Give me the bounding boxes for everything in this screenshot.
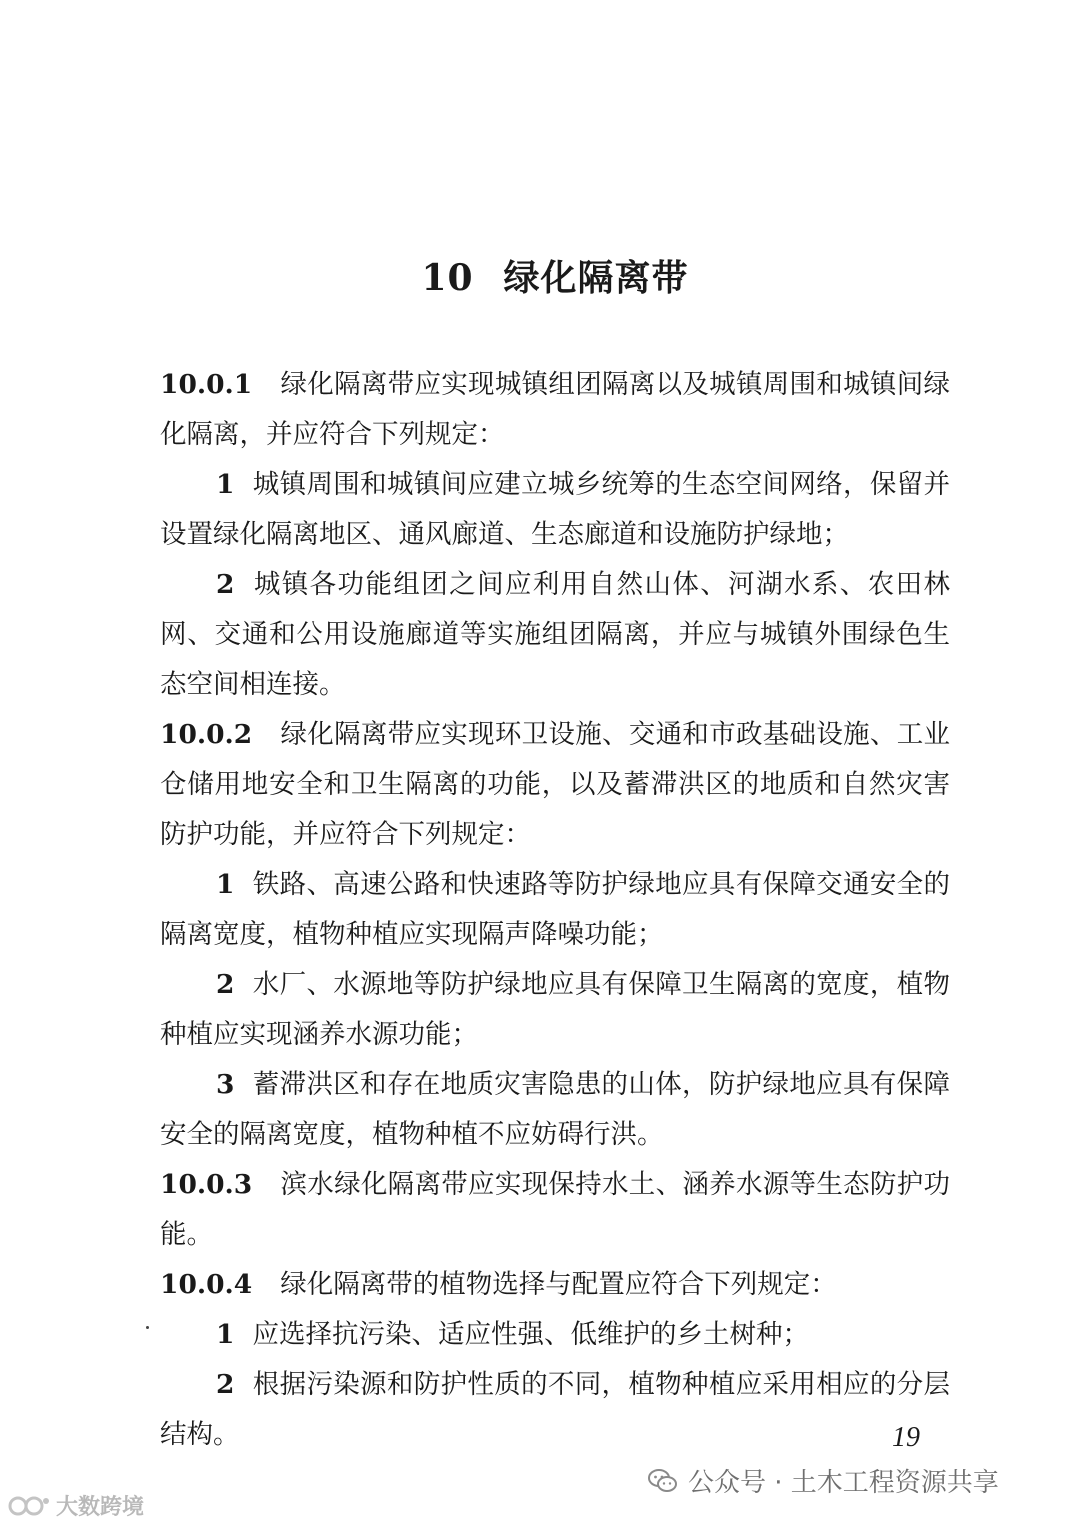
item-number: 1 xyxy=(216,1319,235,1350)
clause-item xyxy=(160,1310,950,1360)
item-text: 应选择抗污染、适应性强、低维护的乡土树种； xyxy=(252,1319,809,1350)
item-text: 根据污染源和防护性质的不同，植物种植应采用相应的分层结构。 xyxy=(160,1369,950,1450)
item-number: 2 xyxy=(216,1369,235,1400)
clause-10-0-4 xyxy=(160,1260,950,1310)
item-text: 水厂、水源地等防护绿地应具有保障卫生隔离的宽度，植物种植应实现涵养水源功能； xyxy=(160,969,950,1050)
clause-10-0-1 xyxy=(160,360,950,460)
item-text: 蓄滞洪区和存在地质灾害隐患的山体，防护绿地应具有保障安全的隔离宽度，植物种植不应妨碍行洪。 xyxy=(160,1069,950,1150)
clause-item xyxy=(160,960,950,1060)
scan-speck xyxy=(146,1326,149,1329)
clause-text: 滨水绿化隔离带应实现保持水土、涵养水源等生态防护功能。 xyxy=(160,1169,950,1250)
clause-text: 绿化隔离带的植物选择与配置应符合下列规定： xyxy=(280,1269,837,1300)
chapter-title xyxy=(0,250,1080,301)
item-text: 城镇各功能组团之间应利用自然山体、河湖水系、农田林网、交通和公用设施廊道等实施组团隔离，并应与城镇外围绿色生态空间相连接。 xyxy=(160,569,950,700)
clause-number: 10.0.1 xyxy=(160,369,253,400)
watermark-brand xyxy=(8,1490,144,1521)
clause-10-0-3 xyxy=(160,1160,950,1260)
chapter-number: 10 xyxy=(421,257,474,299)
clause-item xyxy=(160,1360,950,1460)
clause-text: 绿化隔离带应实现城镇组团隔离以及城镇周围和城镇间绿化隔离，并应符合下列规定： xyxy=(160,369,950,450)
wechat-icon xyxy=(648,1468,678,1494)
item-number: 2 xyxy=(216,569,235,600)
clause-item xyxy=(160,560,950,710)
clause-item xyxy=(160,460,950,560)
clause-item xyxy=(160,1060,950,1160)
clause-number: 10.0.3 xyxy=(160,1169,253,1200)
watermark-brand-text: 大数跨境 xyxy=(56,1495,145,1520)
clause-item xyxy=(160,860,950,960)
item-text: 铁路、高速公路和快速路等防护绿地应具有保障交通安全的隔离宽度，植物种植应实现隔声降噪功能； xyxy=(160,869,950,950)
item-number: 1 xyxy=(216,469,235,500)
clause-number: 10.0.4 xyxy=(160,1269,253,1300)
clause-text: 绿化隔离带应实现环卫设施、交通和市政基础设施、工业仓储用地安全和卫生隔离的功能，以及蓄滞洪区的地质和自然灾害防护功能，并应符合下列规定： xyxy=(160,719,950,850)
item-number: 3 xyxy=(216,1069,235,1100)
item-text: 城镇周围和城镇间应建立城乡统筹的生态空间网络，保留并设置绿化隔离地区、通风廊道、生态廊道和设施防护绿地； xyxy=(160,469,950,550)
clause-10-0-2 xyxy=(160,710,950,860)
item-number: 2 xyxy=(216,969,235,1000)
clause-list xyxy=(160,360,950,1460)
page-number: 19 xyxy=(892,1422,920,1453)
clause-number: 10.0.2 xyxy=(160,719,253,750)
item-number: 1 xyxy=(216,869,235,900)
brand-logo-icon xyxy=(8,1493,52,1519)
chapter-title-text: 绿化隔离带 xyxy=(503,257,689,299)
watermark-account-text: 公众号 · 土木工程资源共享 xyxy=(688,1468,999,1498)
watermark-account xyxy=(648,1462,999,1499)
